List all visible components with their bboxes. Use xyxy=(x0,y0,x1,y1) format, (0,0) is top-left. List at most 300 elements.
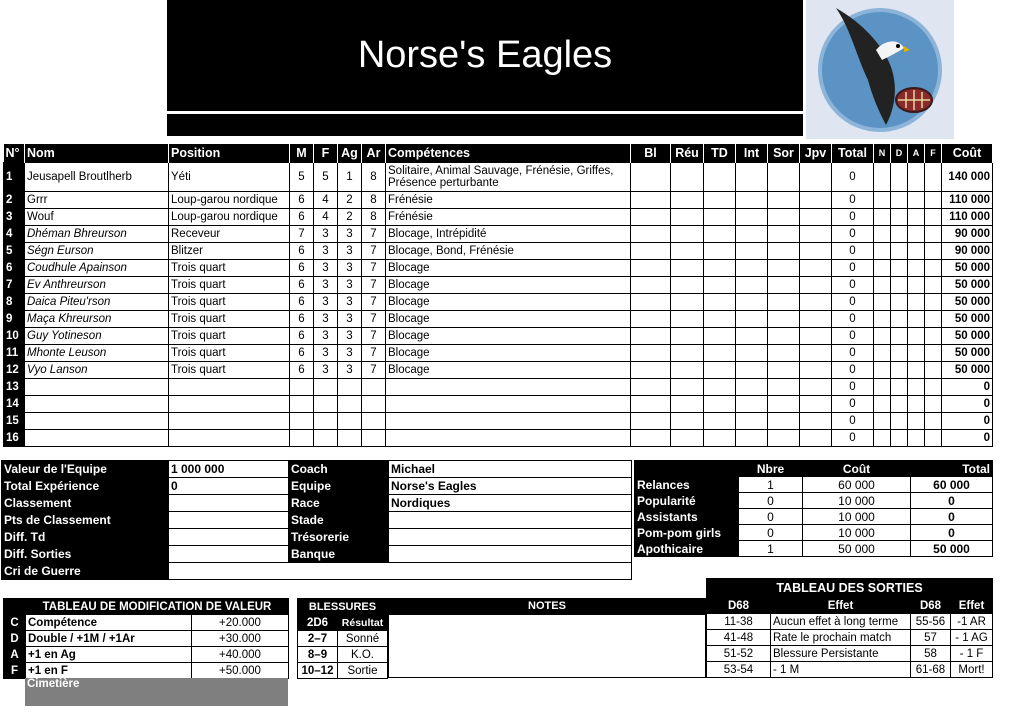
modif-letter: F xyxy=(4,663,26,679)
team-info-label2: Banque xyxy=(289,546,389,563)
sorties-effet-a: - 1 M xyxy=(771,662,911,678)
player-ar: 7 xyxy=(362,260,386,277)
player-position xyxy=(169,413,290,430)
player-m xyxy=(290,430,314,447)
player-td xyxy=(704,311,736,328)
sorties-d68b: 58 xyxy=(911,646,951,662)
player-f2 xyxy=(925,163,942,192)
player-num: 7 xyxy=(4,277,25,294)
player-d xyxy=(891,163,908,192)
notes-area[interactable] xyxy=(388,614,706,678)
player-cout: 50 000 xyxy=(942,294,993,311)
player-name xyxy=(25,396,169,413)
player-m: 6 xyxy=(290,362,314,379)
player-position xyxy=(169,379,290,396)
player-competences xyxy=(386,413,631,430)
player-ar: 7 xyxy=(362,328,386,345)
player-int xyxy=(736,294,768,311)
rerolls-row xyxy=(635,509,993,525)
modif-label: +1 en Ag xyxy=(26,647,192,663)
blessures-roll: 8–9 xyxy=(298,647,338,663)
sorties-row xyxy=(707,614,993,630)
player-bl xyxy=(631,163,671,192)
player-total: 0 xyxy=(832,163,874,192)
player-n xyxy=(874,226,891,243)
col-nom: Nom xyxy=(25,144,169,163)
sorties-d68b: 61-68 xyxy=(911,662,951,678)
player-a xyxy=(908,226,925,243)
player-cout: 0 xyxy=(942,430,993,447)
player-cout: 50 000 xyxy=(942,311,993,328)
player-reu xyxy=(671,345,704,362)
table-row xyxy=(4,311,993,328)
player-n xyxy=(874,413,891,430)
player-ag: 1 xyxy=(338,163,362,192)
player-int xyxy=(736,209,768,226)
player-competences: Frénésie xyxy=(386,209,631,226)
player-competences: Blocage, Intrépidité xyxy=(386,226,631,243)
player-num: 4 xyxy=(4,226,25,243)
notes-title: NOTES xyxy=(388,598,706,614)
player-position: Receveur xyxy=(169,226,290,243)
blessures-roll: 10–12 xyxy=(298,663,338,679)
team-info-value2: Norse's Eagles xyxy=(389,478,632,495)
player-position: Blitzer xyxy=(169,243,290,260)
player-name: Ev Anthreurson xyxy=(25,277,169,294)
player-bl xyxy=(631,328,671,345)
player-d xyxy=(891,345,908,362)
player-ar: 7 xyxy=(362,345,386,362)
player-m: 6 xyxy=(290,192,314,209)
player-num: 5 xyxy=(4,243,25,260)
col-bl: Bl xyxy=(631,144,671,163)
player-ag: 3 xyxy=(338,260,362,277)
player-bl xyxy=(631,430,671,447)
modif-value: +20.000 xyxy=(192,615,289,631)
player-position: Trois quart xyxy=(169,345,290,362)
sorties-d68a: 51-52 xyxy=(707,646,771,662)
player-f2 xyxy=(925,226,942,243)
rerolls-label: Popularité xyxy=(635,493,739,509)
team-info-table xyxy=(1,460,632,580)
player-ag: 2 xyxy=(338,209,362,226)
player-ag: 3 xyxy=(338,294,362,311)
table-row xyxy=(4,209,993,226)
team-info-row xyxy=(2,495,632,512)
player-td xyxy=(704,226,736,243)
player-m xyxy=(290,413,314,430)
rerolls-nbre: 0 xyxy=(739,525,803,541)
modif-letter: A xyxy=(4,647,26,663)
player-d xyxy=(891,379,908,396)
col-f: F xyxy=(314,144,338,163)
player-jpv xyxy=(800,163,832,192)
rerolls-header-row xyxy=(635,461,993,477)
eagle-logo-icon xyxy=(806,0,954,139)
player-ar: 7 xyxy=(362,362,386,379)
modif-value: +40.000 xyxy=(192,647,289,663)
player-ar: 7 xyxy=(362,277,386,294)
player-reu xyxy=(671,192,704,209)
team-info-label: Pts de Classement xyxy=(2,512,169,529)
player-a xyxy=(908,192,925,209)
player-sor xyxy=(768,163,800,192)
sorties-header-effet-b: Effet xyxy=(951,598,993,614)
rerolls-label: Pom-pom girls xyxy=(635,525,739,541)
player-jpv xyxy=(800,362,832,379)
player-a xyxy=(908,396,925,413)
sorties-d68b: 57 xyxy=(911,630,951,646)
player-f xyxy=(314,396,338,413)
blessures-row xyxy=(298,663,388,679)
player-jpv xyxy=(800,260,832,277)
team-logo xyxy=(806,0,954,139)
rerolls-nbre: 0 xyxy=(739,493,803,509)
player-ar: 7 xyxy=(362,311,386,328)
player-reu xyxy=(671,260,704,277)
player-num: 9 xyxy=(4,311,25,328)
player-ar xyxy=(362,396,386,413)
player-jpv xyxy=(800,277,832,294)
player-reu xyxy=(671,362,704,379)
player-sor xyxy=(768,243,800,260)
rerolls-total: 60 000 xyxy=(911,477,993,493)
player-d xyxy=(891,362,908,379)
player-num: 1 xyxy=(4,163,25,192)
player-cout: 90 000 xyxy=(942,243,993,260)
player-bl xyxy=(631,311,671,328)
player-int xyxy=(736,345,768,362)
table-row xyxy=(4,345,993,362)
player-a xyxy=(908,209,925,226)
modif-row xyxy=(4,615,289,631)
rerolls-row xyxy=(635,541,993,557)
player-name xyxy=(25,413,169,430)
player-f2 xyxy=(925,209,942,226)
player-n xyxy=(874,277,891,294)
player-position: Trois quart xyxy=(169,260,290,277)
player-reu xyxy=(671,396,704,413)
rerolls-cout: 50 000 xyxy=(803,541,911,557)
player-sor xyxy=(768,430,800,447)
player-cout: 110 000 xyxy=(942,192,993,209)
blessures-table xyxy=(297,598,388,679)
player-reu xyxy=(671,277,704,294)
sorties-effet-b: Mort! xyxy=(951,662,993,678)
team-info-label2: Equipe xyxy=(289,478,389,495)
table-row xyxy=(4,192,993,209)
team-info-value: 1 000 000 xyxy=(169,461,289,478)
rerolls-label: Assistants xyxy=(635,509,739,525)
player-f: 3 xyxy=(314,362,338,379)
player-total: 0 xyxy=(832,209,874,226)
sorties-header-d68b: D68 xyxy=(911,598,951,614)
player-f2 xyxy=(925,277,942,294)
rerolls-total: 0 xyxy=(911,525,993,541)
rerolls-total: 50 000 xyxy=(911,541,993,557)
team-info-label2: Coach xyxy=(289,461,389,478)
player-f: 3 xyxy=(314,260,338,277)
player-jpv xyxy=(800,413,832,430)
player-a xyxy=(908,379,925,396)
rerolls-header-nbre: Nbre xyxy=(739,461,803,477)
player-n xyxy=(874,163,891,192)
player-total: 0 xyxy=(832,243,874,260)
table-row xyxy=(4,430,993,447)
rerolls-row xyxy=(635,477,993,493)
sorties-effet-a: Blessure Persistante xyxy=(771,646,911,662)
team-info-label: Diff. Td xyxy=(2,529,169,546)
player-competences: Blocage xyxy=(386,328,631,345)
player-n xyxy=(874,430,891,447)
player-ar: 7 xyxy=(362,226,386,243)
rerolls-cout: 10 000 xyxy=(803,493,911,509)
player-position xyxy=(169,396,290,413)
player-cout: 140 000 xyxy=(942,163,993,192)
player-f2 xyxy=(925,311,942,328)
player-name: Wouf xyxy=(25,209,169,226)
player-int xyxy=(736,379,768,396)
player-bl xyxy=(631,345,671,362)
player-f: 3 xyxy=(314,345,338,362)
player-int xyxy=(736,328,768,345)
player-name: Mhonte Leuson xyxy=(25,345,169,362)
sorties-effet-a: Rate le prochain match xyxy=(771,630,911,646)
sorties-effet-b: - 1 AG xyxy=(951,630,993,646)
player-name: Maça Khreurson xyxy=(25,311,169,328)
player-td xyxy=(704,163,736,192)
team-info-value xyxy=(169,512,289,529)
player-f: 3 xyxy=(314,328,338,345)
player-name: Vyo Lanson xyxy=(25,362,169,379)
player-ag: 3 xyxy=(338,226,362,243)
player-reu xyxy=(671,209,704,226)
player-total: 0 xyxy=(832,260,874,277)
player-f2 xyxy=(925,379,942,396)
modif-row xyxy=(4,663,289,679)
rerolls-nbre: 1 xyxy=(739,477,803,493)
player-jpv xyxy=(800,379,832,396)
player-a xyxy=(908,260,925,277)
rerolls-cout: 10 000 xyxy=(803,509,911,525)
player-f2 xyxy=(925,192,942,209)
modif-label: +1 en F xyxy=(26,663,192,679)
player-reu xyxy=(671,311,704,328)
table-row xyxy=(4,243,993,260)
col-ar: Ar xyxy=(362,144,386,163)
player-bl xyxy=(631,260,671,277)
player-ag xyxy=(338,413,362,430)
table-row xyxy=(4,379,993,396)
player-f: 3 xyxy=(314,277,338,294)
col-ag: Ag xyxy=(338,144,362,163)
col-int: Int xyxy=(736,144,768,163)
team-info-label2: Trésorerie xyxy=(289,529,389,546)
player-f2 xyxy=(925,260,942,277)
player-bl xyxy=(631,277,671,294)
player-num: 13 xyxy=(4,379,25,396)
player-num: 16 xyxy=(4,430,25,447)
sorties-row xyxy=(707,662,993,678)
player-name: Ségn Eurson xyxy=(25,243,169,260)
player-n xyxy=(874,362,891,379)
player-competences xyxy=(386,396,631,413)
player-reu xyxy=(671,430,704,447)
player-reu xyxy=(671,379,704,396)
cimetiere-label: Cimetière xyxy=(25,678,288,706)
player-td xyxy=(704,277,736,294)
col-m: M xyxy=(290,144,314,163)
player-int xyxy=(736,192,768,209)
player-bl xyxy=(631,209,671,226)
player-m xyxy=(290,396,314,413)
team-title-banner xyxy=(167,0,803,111)
player-n xyxy=(874,379,891,396)
player-name xyxy=(25,430,169,447)
player-position: Yéti xyxy=(169,163,290,192)
player-total: 0 xyxy=(832,192,874,209)
rerolls-nbre: 0 xyxy=(739,509,803,525)
table-row xyxy=(4,328,993,345)
player-ag xyxy=(338,430,362,447)
player-bl xyxy=(631,294,671,311)
player-n xyxy=(874,260,891,277)
player-ar xyxy=(362,413,386,430)
team-info-label: Valeur de l'Equipe xyxy=(2,461,169,478)
player-d xyxy=(891,311,908,328)
player-td xyxy=(704,209,736,226)
player-a xyxy=(908,345,925,362)
blessures-title: BLESSURES xyxy=(298,599,388,615)
title-underline-bar xyxy=(167,114,803,136)
rerolls-total: 0 xyxy=(911,493,993,509)
modif-value: +50.000 xyxy=(192,663,289,679)
player-position: Trois quart xyxy=(169,294,290,311)
team-info-value2 xyxy=(389,512,632,529)
blessures-roll: 2–7 xyxy=(298,631,338,647)
player-int xyxy=(736,362,768,379)
rerolls-cout: 60 000 xyxy=(803,477,911,493)
player-jpv xyxy=(800,192,832,209)
modif-value: +30.000 xyxy=(192,631,289,647)
player-total: 0 xyxy=(832,396,874,413)
player-position: Trois quart xyxy=(169,362,290,379)
player-f: 3 xyxy=(314,294,338,311)
sorties-header-effet-a: Effet xyxy=(771,598,911,614)
modif-label: Compétence xyxy=(26,615,192,631)
player-cout: 0 xyxy=(942,413,993,430)
modif-row xyxy=(4,647,289,663)
player-n xyxy=(874,243,891,260)
player-total: 0 xyxy=(832,379,874,396)
team-info-value xyxy=(169,495,289,512)
player-sor xyxy=(768,379,800,396)
cri-de-guerre-label: Cri de Guerre xyxy=(2,563,169,580)
player-num: 8 xyxy=(4,294,25,311)
player-f2 xyxy=(925,396,942,413)
sorties-effet-a: Aucun effet à long terme xyxy=(771,614,911,630)
rerolls-header-cout: Coût xyxy=(803,461,911,477)
player-n xyxy=(874,209,891,226)
player-cout: 90 000 xyxy=(942,226,993,243)
player-num: 11 xyxy=(4,345,25,362)
player-ag: 3 xyxy=(338,243,362,260)
player-ag: 2 xyxy=(338,192,362,209)
col-position: Position xyxy=(169,144,290,163)
rerolls-total: 0 xyxy=(911,509,993,525)
team-info-value xyxy=(169,546,289,563)
team-info-value: 0 xyxy=(169,478,289,495)
player-name: Guy Yotineson xyxy=(25,328,169,345)
player-reu xyxy=(671,226,704,243)
player-td xyxy=(704,243,736,260)
player-cout: 0 xyxy=(942,379,993,396)
sorties-effet-b: -1 AR xyxy=(951,614,993,630)
player-int xyxy=(736,311,768,328)
player-reu xyxy=(671,413,704,430)
player-cout: 50 000 xyxy=(942,277,993,294)
col-sor: Sor xyxy=(768,144,800,163)
blessures-row xyxy=(298,647,388,663)
roster-table xyxy=(3,144,993,447)
player-total: 0 xyxy=(832,277,874,294)
player-reu xyxy=(671,328,704,345)
player-d xyxy=(891,294,908,311)
player-d xyxy=(891,277,908,294)
rerolls-label: Relances xyxy=(635,477,739,493)
col-reu: Réu xyxy=(671,144,704,163)
player-n xyxy=(874,328,891,345)
player-m xyxy=(290,379,314,396)
roster-body xyxy=(4,163,993,447)
player-m: 6 xyxy=(290,345,314,362)
player-jpv xyxy=(800,345,832,362)
player-f: 3 xyxy=(314,243,338,260)
player-competences: Frénésie xyxy=(386,192,631,209)
player-competences: Blocage xyxy=(386,311,631,328)
player-competences: Blocage xyxy=(386,277,631,294)
player-sor xyxy=(768,226,800,243)
col-a: A xyxy=(908,144,925,163)
player-sor xyxy=(768,260,800,277)
player-td xyxy=(704,345,736,362)
sorties-d68a: 41-48 xyxy=(707,630,771,646)
rerolls-row xyxy=(635,493,993,509)
roster-header-row xyxy=(4,144,993,163)
table-row xyxy=(4,277,993,294)
player-num: 3 xyxy=(4,209,25,226)
player-td xyxy=(704,328,736,345)
table-row xyxy=(4,163,993,192)
player-td xyxy=(704,192,736,209)
player-jpv xyxy=(800,396,832,413)
player-a xyxy=(908,430,925,447)
player-int xyxy=(736,243,768,260)
player-f2 xyxy=(925,430,942,447)
player-m: 6 xyxy=(290,260,314,277)
player-ar: 8 xyxy=(362,163,386,192)
team-info-row xyxy=(2,546,632,563)
table-row xyxy=(4,226,993,243)
player-td xyxy=(704,294,736,311)
rerolls-table xyxy=(634,460,993,557)
player-f2 xyxy=(925,413,942,430)
player-jpv xyxy=(800,328,832,345)
player-d xyxy=(891,328,908,345)
player-name: Coudhule Apainson xyxy=(25,260,169,277)
player-sor xyxy=(768,294,800,311)
player-f2 xyxy=(925,328,942,345)
